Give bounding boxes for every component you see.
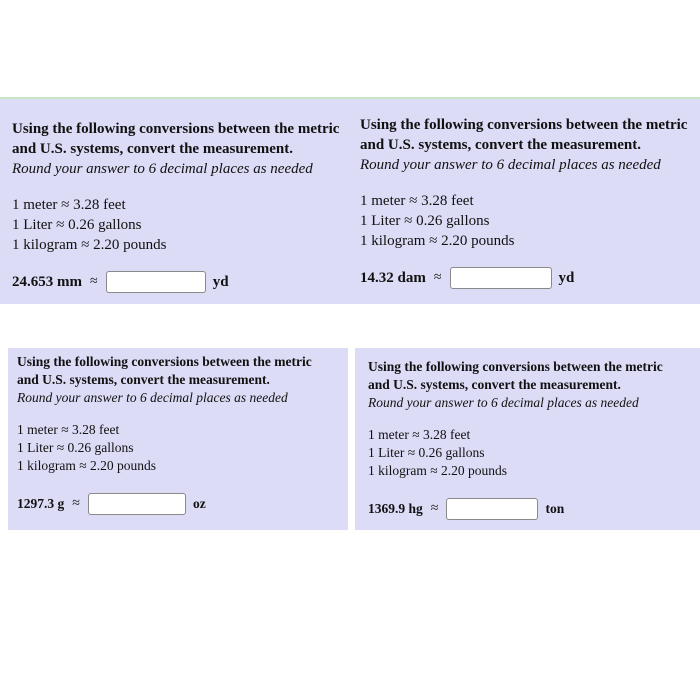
- given-measurement: 24.653 mm: [12, 273, 82, 290]
- question-text-line-2: and U.S. systems, convert the measurement.: [17, 372, 270, 387]
- question-text-line-2: and U.S. systems, convert the measurement.: [368, 377, 621, 392]
- given-measurement: 1297.3 g: [17, 496, 65, 511]
- answer-input[interactable]: [106, 271, 206, 293]
- given-measurement: 1369.9 hg: [368, 501, 423, 516]
- question-text-line-2: and U.S. systems, convert the measurement.: [360, 137, 641, 153]
- conversion-meter-feet: 1 meter ≈ 3.28 feet: [368, 427, 471, 442]
- rounding-instruction: Round your answer to 6 decimal places as needed: [368, 395, 639, 410]
- approx-symbol: ≈: [90, 274, 98, 289]
- target-unit: oz: [192, 496, 206, 511]
- conversion-liter-gallons: 1 Liter ≈ 0.26 gallons: [368, 445, 485, 460]
- approx-symbol: ≈: [430, 501, 439, 516]
- conversion-kilogram-pounds: 1 kilogram ≈ 2.20 pounds: [360, 233, 515, 249]
- answer-input[interactable]: [446, 498, 538, 520]
- target-unit: yd: [558, 269, 575, 286]
- question-panel-4: [355, 348, 700, 530]
- question-panel-2: [350, 97, 700, 304]
- conversion-meter-feet: 1 meter ≈ 3.28 feet: [17, 422, 120, 437]
- answer-input[interactable]: [450, 267, 552, 289]
- question-text-line-1: Using the following conversions between the metric: [360, 117, 688, 133]
- question-text-line-1: Using the following conversions between the metric: [368, 359, 663, 374]
- rounding-instruction: Round your answer to 6 decimal places as needed: [12, 161, 313, 177]
- rounding-instruction: Round your answer to 6 decimal places as needed: [360, 157, 661, 173]
- conversion-meter-feet: 1 meter ≈ 3.28 feet: [360, 193, 474, 209]
- given-measurement: 14.32 dam: [360, 269, 426, 286]
- conversion-liter-gallons: 1 Liter ≈ 0.26 gallons: [12, 217, 142, 233]
- question-panel-1: [0, 97, 350, 304]
- answer-input[interactable]: [88, 493, 186, 515]
- answer-row: [17, 493, 312, 515]
- question-panel-3: [8, 348, 348, 530]
- target-unit: ton: [545, 501, 565, 516]
- conversion-kilogram-pounds: 1 kilogram ≈ 2.20 pounds: [17, 458, 157, 473]
- rounding-instruction: Round your answer to 6 decimal places as needed: [17, 390, 288, 405]
- conversion-kilogram-pounds: 1 kilogram ≈ 2.20 pounds: [368, 463, 508, 478]
- approx-symbol: ≈: [72, 496, 80, 511]
- question-text-line-2: and U.S. systems, convert the measurement.: [12, 141, 293, 157]
- question-text-line-1: Using the following conversions between the metric: [17, 354, 312, 369]
- conversion-kilogram-pounds: 1 kilogram ≈ 2.20 pounds: [12, 237, 167, 253]
- conversion-liter-gallons: 1 Liter ≈ 0.26 gallons: [17, 440, 134, 455]
- question-text-line-1: Using the following conversions between the metric: [12, 121, 340, 137]
- answer-row: [12, 271, 339, 293]
- answer-row: [360, 267, 687, 289]
- conversion-liter-gallons: 1 Liter ≈ 0.26 gallons: [360, 213, 490, 229]
- answer-row: [368, 498, 663, 520]
- approx-symbol: ≈: [433, 270, 442, 285]
- conversion-meter-feet: 1 meter ≈ 3.28 feet: [12, 197, 126, 213]
- target-unit: yd: [212, 273, 229, 290]
